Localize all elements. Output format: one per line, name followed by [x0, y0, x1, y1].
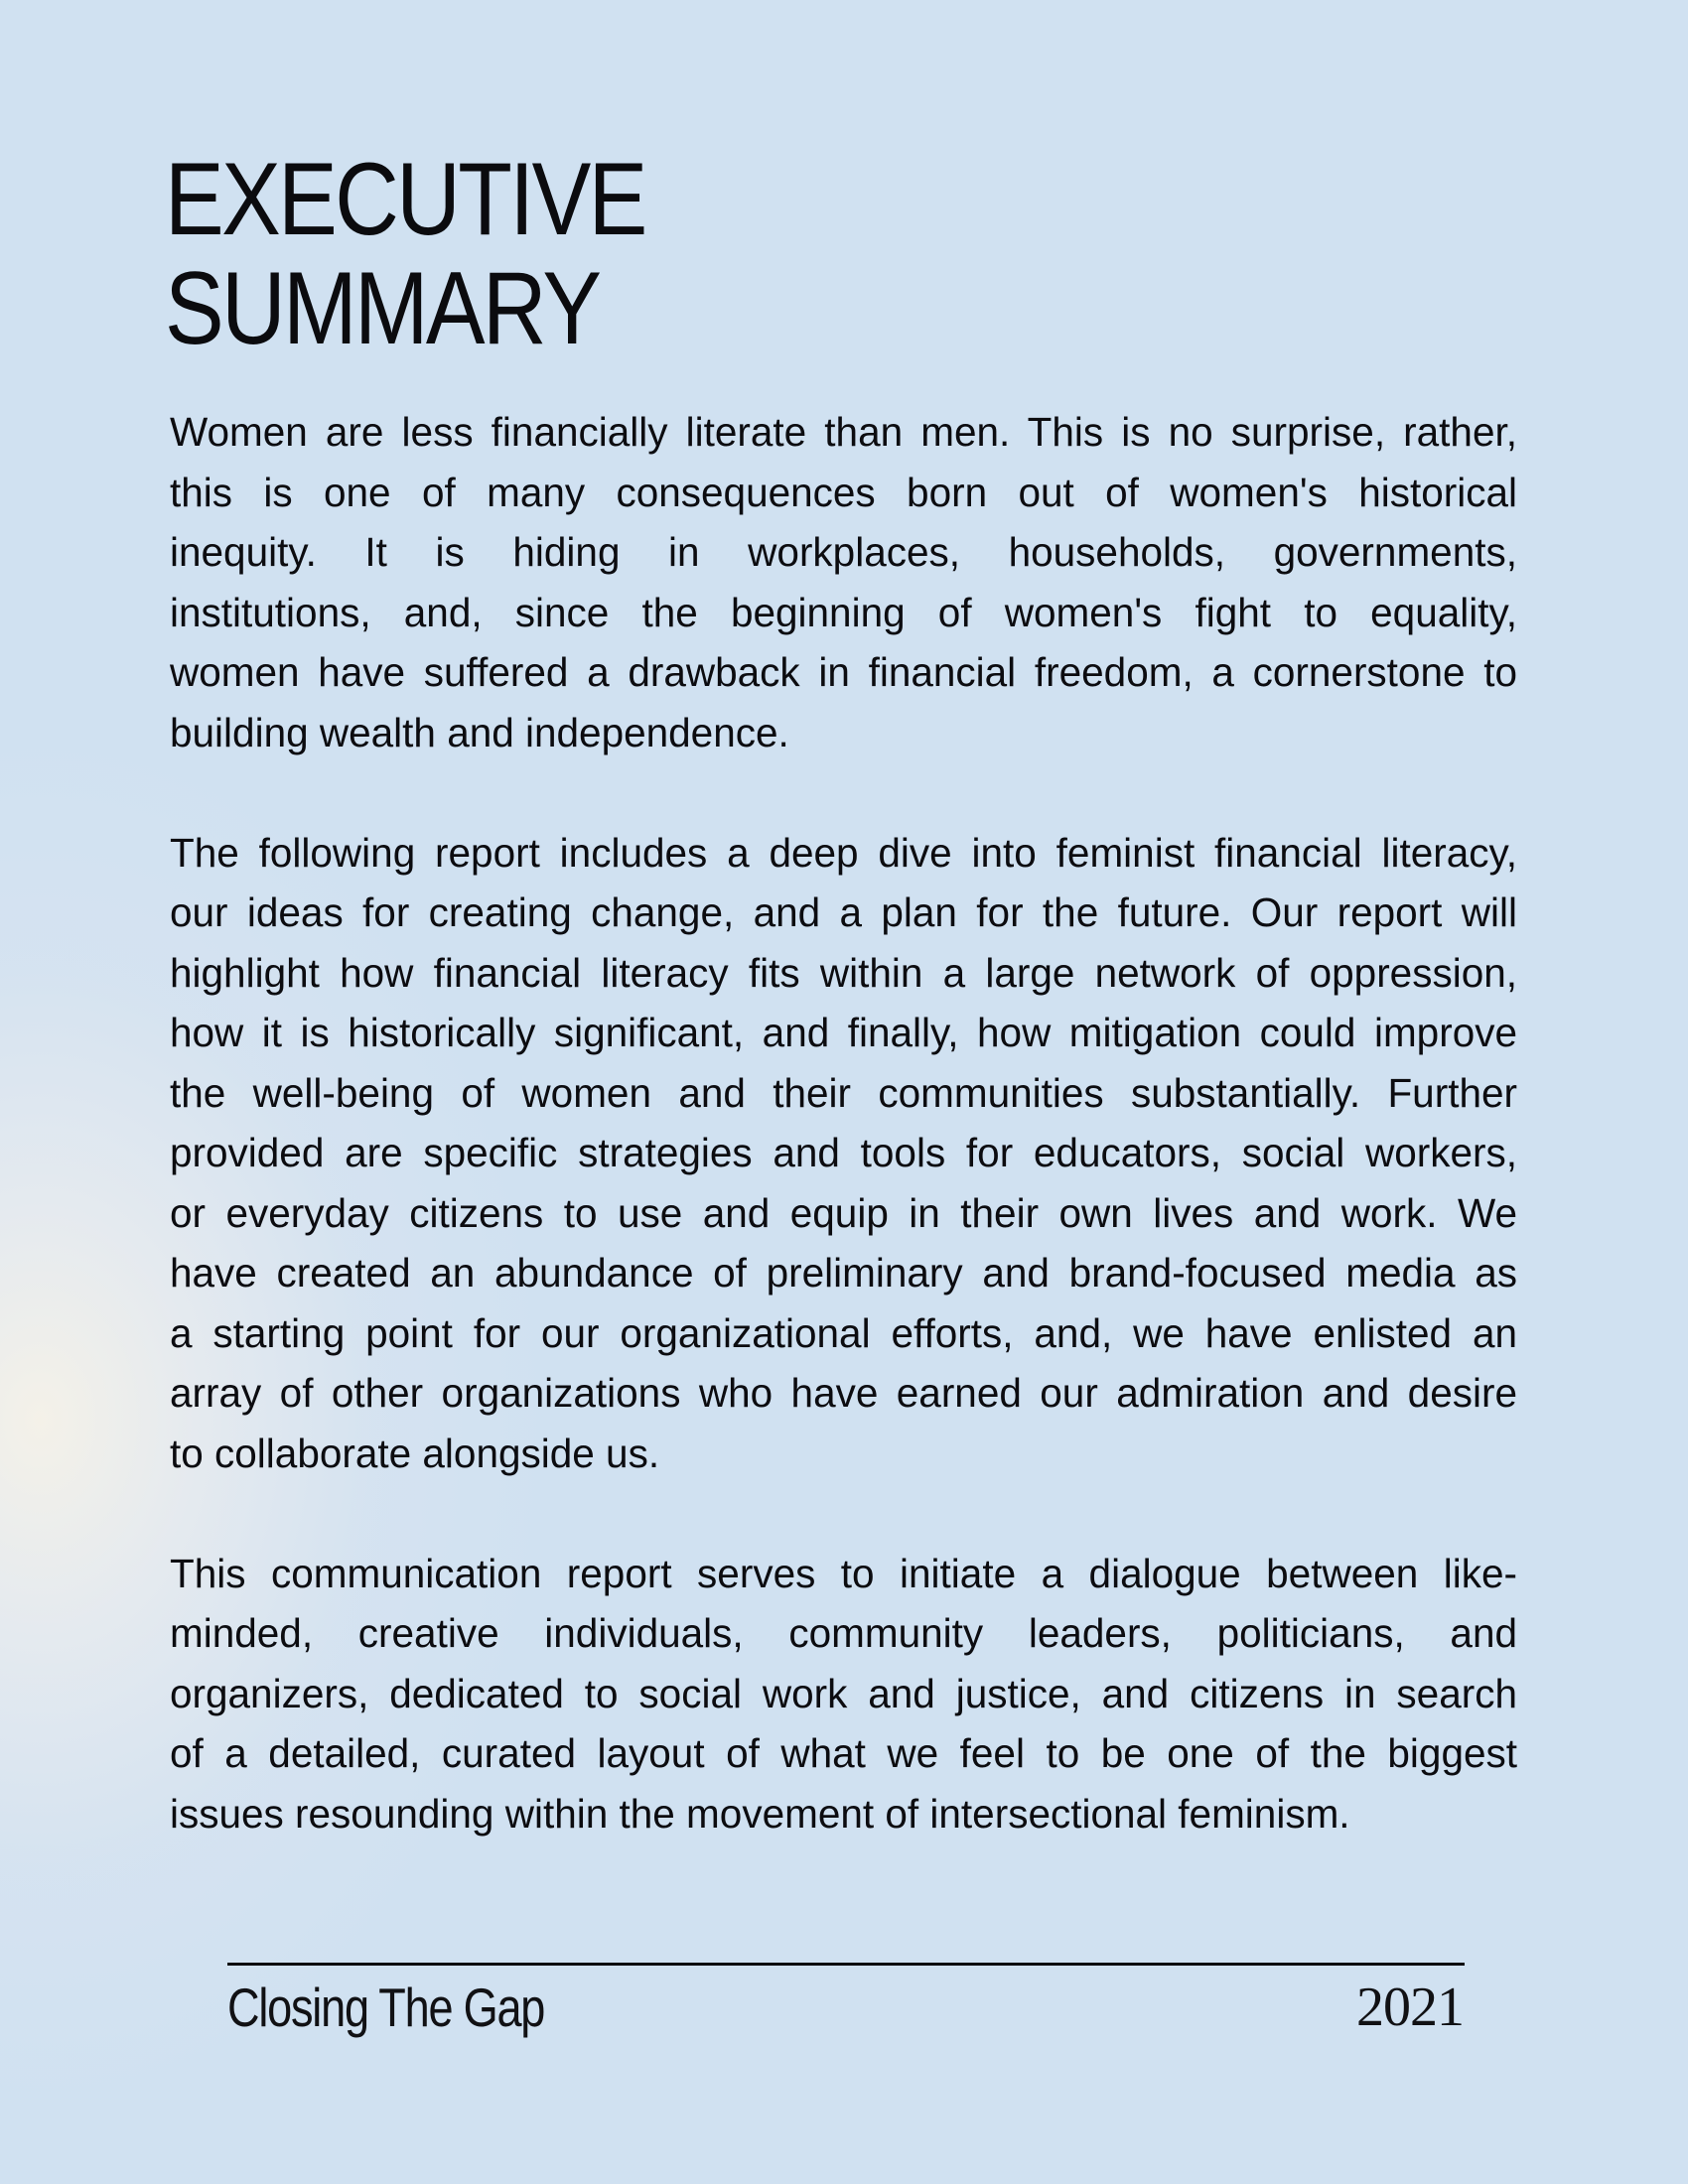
- footer-year: 2021: [1356, 1977, 1464, 2038]
- paragraph-line: building wealth and independence.: [170, 709, 789, 755]
- paragraph-line: or everyday citizens to use and equip in their own lives and work. We: [170, 1189, 1517, 1236]
- body-text: [170, 402, 1517, 1904]
- paragraph-line: this is one of many consequences born out of women's historical: [170, 469, 1517, 515]
- footer-divider: [227, 1963, 1465, 1966]
- paragraph-line: how it is historically significant, and finally, how mitigation could improve: [170, 1010, 1517, 1055]
- paragraph-report-overview: [170, 823, 1517, 1484]
- paragraph-dialogue: [170, 1544, 1517, 1844]
- paragraph-line: inequity. It is hiding in workplaces, households, governments,: [170, 529, 1517, 575]
- title-line: SUMMARY: [165, 251, 600, 366]
- paragraph-intro: [170, 402, 1517, 762]
- page-title: [165, 142, 645, 366]
- paragraph-line: a starting point for our organizational efforts, and, we have enlisted an: [170, 1309, 1517, 1356]
- paragraph-line: the well-being of women and their communities substantially. Further: [170, 1069, 1517, 1116]
- paragraph-line: have created an abundance of preliminary and brand-focused media as: [170, 1250, 1517, 1296]
- paragraph-line: provided are specific strategies and tools for educators, social workers,: [170, 1130, 1517, 1175]
- paragraph-line: organizers, dedicated to social work and justice, and citizens in search: [170, 1670, 1517, 1716]
- paragraph-line: The following report includes a deep dive into feminist financial literacy,: [170, 829, 1517, 876]
- paragraph-line: issues resounding within the movement of intersectional feminism.: [170, 1790, 1350, 1837]
- paragraph-line: array of other organizations who have earned our admiration and desire: [170, 1370, 1517, 1416]
- paragraph-line: our ideas for creating change, and a plan for the future. Our report will: [170, 889, 1517, 935]
- footer-title: Closing The Gap: [227, 1977, 545, 2038]
- title-line: EXECUTIVE: [165, 142, 645, 257]
- paragraph-line: of a detailed, curated layout of what we feel to be one of the biggest: [170, 1730, 1517, 1776]
- paragraph-line: minded, creative individuals, community leaders, politicians, and: [170, 1610, 1517, 1656]
- paragraph-line: women have suffered a drawback in financial freedom, a cornerstone to: [170, 649, 1517, 695]
- paragraph-line: highlight how financial literacy fits within a large network of oppression,: [170, 949, 1517, 996]
- paragraph-line: Women are less financially literate than men. This is no surprise, rather,: [170, 409, 1517, 455]
- paragraph-line: to collaborate alongside us.: [170, 1430, 660, 1476]
- paragraph-line: institutions, and, since the beginning of women's fight to equality,: [170, 589, 1517, 635]
- paragraph-line: This communication report serves to initiate a dialogue between like-: [170, 1550, 1517, 1596]
